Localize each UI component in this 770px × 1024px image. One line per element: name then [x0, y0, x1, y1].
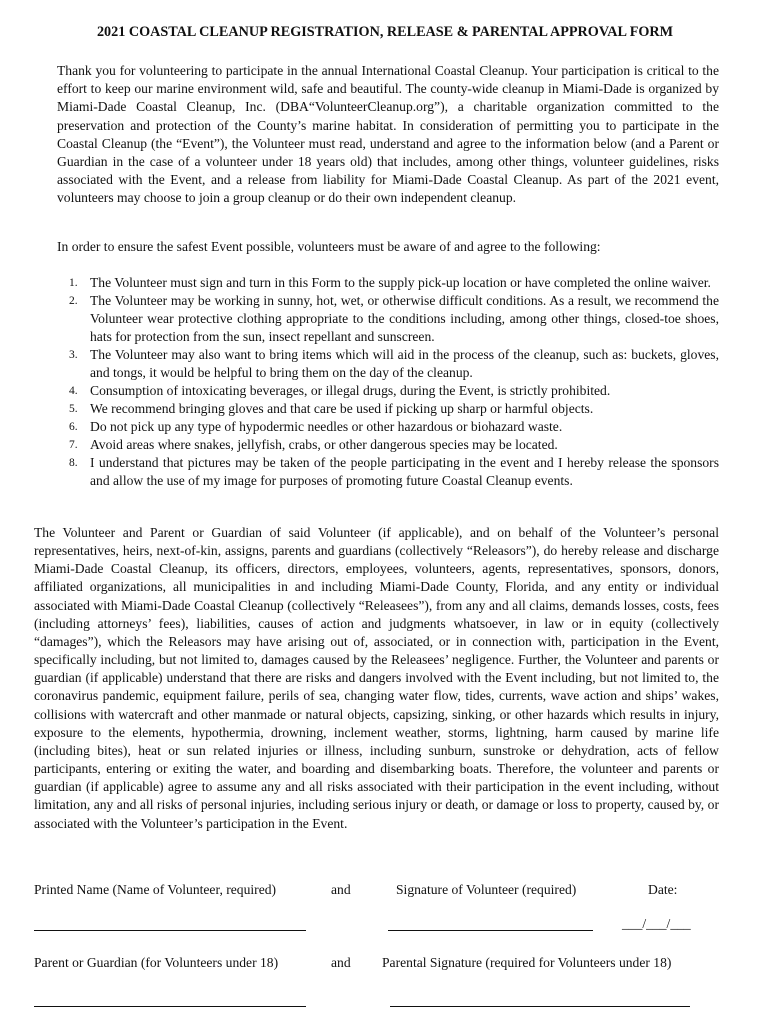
intro-paragraph: Thank you for volunteering to participate in the annual International Coastal Cleanup. Your participation is critical to the effort to keep our marine environment wild, safe and beautiful. The county-wide cleanup in Miami-Dade is organized by Miami-Dade Coastal Cleanup, Inc. (DBA“VolunteerCleanup.org”), a charitable organization committed to the preservation and protection of the County’s marine habitat. In consideration of permitting you to participate in the Coastal Cleanup (the “Event”), the Volunteer must read, understand and agree to the information below (and a Parent or Guardian in the case of a volunteer under 18 years old) that includes, among other things, volunteer guidelines, risks associated with the Event, and a release from liability for Miami-Dade Coastal Cleanup. As part of the 2021 event, volunteers may choose to join a group cleanup or do their own independent cleanup. — [57, 63, 719, 206]
list-text: I understand that pictures may be taken of the people participating in the event and I hereby release the sponsors and allow the use of my image for purposes of promoting future Coastal Cleanup events. — [90, 455, 719, 488]
parental-signature-label: Parental Signature (required for Volunteers under 18) — [382, 955, 672, 970]
date-field[interactable]: ___/___/___ — [622, 916, 691, 931]
printed-name-field[interactable] — [34, 930, 306, 931]
list-item — [57, 382, 719, 400]
list-text: Avoid areas where snakes, jellyfish, crabs, or other dangerous species may be located. — [90, 437, 558, 452]
guidelines-list — [57, 274, 719, 490]
volunteer-signature-field[interactable] — [388, 930, 593, 931]
list-item — [57, 436, 719, 454]
list-number: 1. — [69, 277, 78, 289]
release-paragraph: The Volunteer and Parent or Guardian of said Volunteer (if applicable), and on behalf of the Volunteer’s personal representatives, heirs, next-of-kin, assigns, parents and guardians (collectively “Releasors”), do hereby release and discharge Miami-Dade Coastal Cleanup, its officers, directors, employees, volunteers, agents, representatives, sponsors, donors, affiliated organizations, all municipalities in and including Miami-Dade County, Florida, and any entity or individual associated with Miami-Dade Coastal Cleanup (collectively “Releasees”), from any and all claims, demands losses, costs, fees (including attorneys’ fees), liabilities, causes of action and judgments whatsoever, in law or in equity (collectively “damages”), which the Releasors may have arising out of, associated, or in connection with, participation in the Event, specifically including, but not limited to, damages caused by the Releasees’ negligence. Further, the Volunteer and parents or guardian (if applicable) understand that there are risks and dangers involved with the Event including, but not limited to, the coronavirus pandemic, equipment failure, perils of sea, changing water flow, tides, currents, wave action and ships’ wakes, collisions with watercraft and other manmade or natural objects, capsizing, sinking, or other hazards which results in injury, exposure to the elements, hypothermia, drowning, inclement weather, storms, lightning, harm caused by marine life (including bites), heat or sun related injuries or illness, including sunburn, sunstroke or dehydration, acts of fellow participants, entering or exiting the water, and boarding and disembarking boats. Therefore, the volunteer and parents or guardian (if applicable) agree to assume any and all risks associated with their participation in the event including, without limitation, any and all risks of personal injuries, including serious injury or death, or damage or loss to property, caused by, or associated with the Volunteer’s participation in the Event. — [34, 525, 719, 831]
parent-guardian-label: Parent or Guardian (for Volunteers under 18) — [34, 955, 279, 970]
parent-name-field[interactable] — [34, 1006, 306, 1007]
form-title: 2021 COASTAL CLEANUP REGISTRATION, RELEASE & PARENTAL APPROVAL FORM — [96, 24, 674, 40]
guidelines-lead: In order to ensure the safest Event possible, volunteers must be aware of and agree to the following: — [57, 239, 601, 254]
list-text: Do not pick up any type of hypodermic needles or other hazardous or biohazard waste. — [90, 419, 563, 434]
list-item — [57, 274, 719, 292]
parental-signature-field[interactable] — [390, 1006, 690, 1007]
list-item — [57, 454, 719, 490]
list-text: The Volunteer must sign and turn in this Form to the supply pick-up location or have completed the online waiver. — [90, 275, 711, 290]
list-number: 5. — [69, 403, 78, 415]
list-number: 4. — [69, 385, 78, 397]
list-number: 8. — [69, 457, 78, 469]
date-label: Date: — [648, 882, 678, 897]
volunteer-signature-label: Signature of Volunteer (required) — [396, 882, 577, 897]
printed-name-label: Printed Name (Name of Volunteer, required) — [34, 882, 277, 897]
list-item — [57, 418, 719, 436]
list-number: 3. — [69, 349, 78, 361]
list-text: Consumption of intoxicating beverages, or illegal drugs, during the Event, is strictly prohibited. — [90, 383, 611, 398]
and-label: and — [331, 882, 351, 897]
list-number: 7. — [69, 439, 78, 451]
and-label-2: and — [331, 955, 351, 970]
list-text: We recommend bringing gloves and that care be used if picking up sharp or harmful objects. — [90, 401, 594, 416]
list-number: 6. — [69, 421, 78, 433]
list-item — [57, 292, 719, 346]
list-text: The Volunteer may be working in sunny, hot, wet, or otherwise difficult conditions. As a result, we recommend the Volunteer wear protective clothing appropriate to the conditions including, among other things, closed-toe shoes, hats for protection from the sun, insect repellant and sunscreen. — [90, 293, 719, 344]
list-number: 2. — [69, 295, 78, 307]
list-text: The Volunteer may also want to bring items which will aid in the process of the cleanup, such as: buckets, gloves, and tongs, it would be helpful to bring them on the day of the cleanup. — [90, 347, 719, 380]
list-item — [57, 346, 719, 382]
list-item — [57, 400, 719, 418]
